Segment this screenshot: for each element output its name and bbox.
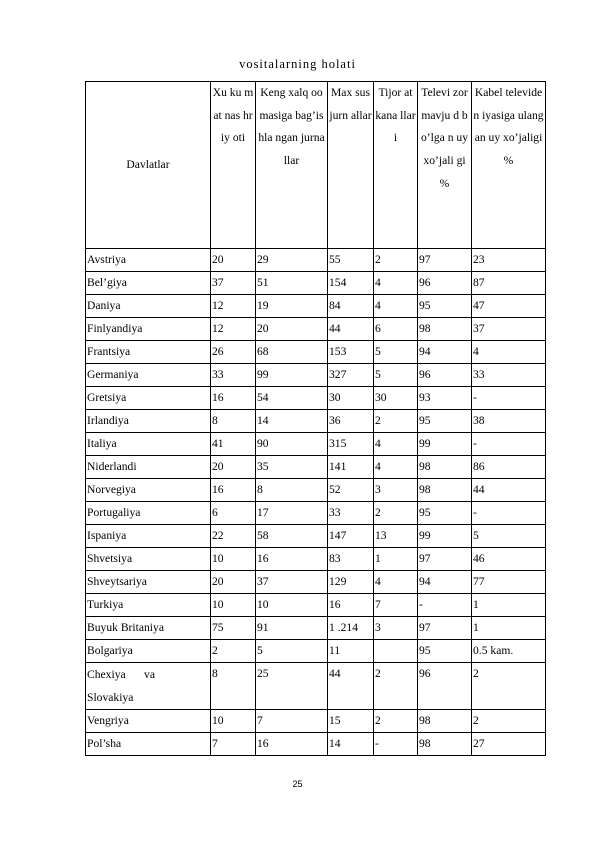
tv-households-cell: 97 [418,249,472,272]
table-row [86,410,546,433]
newspapers-cell: 10 [211,548,256,571]
cable-households-cell: 5 [472,525,546,548]
tv-households-cell: 99 [418,433,472,456]
newspapers-cell: 16 [211,479,256,502]
country-cell: Germaniya [86,364,211,387]
tv-households-cell: 94 [418,571,472,594]
general-magazines-cell: 91 [256,617,328,640]
table-row [86,318,546,341]
tv-households-cell: 98 [418,710,472,733]
country-cell: Avstriya [86,249,211,272]
column-header-general-magazines: Keng xalq oomasiga bag’ishla ngan jurnallar [256,82,328,249]
tv-households-cell: 98 [418,479,472,502]
newspapers-cell: 7 [211,733,256,756]
cable-households-cell: - [472,433,546,456]
table-row [86,571,546,594]
country-cell: Buyuk Britaniya [86,617,211,640]
general-magazines-cell: 20 [256,318,328,341]
general-magazines-cell: 5 [256,640,328,663]
general-magazines-cell: 99 [256,364,328,387]
country-cell: Norvegiya [86,479,211,502]
tv-households-cell: 96 [418,663,472,710]
table-row [86,479,546,502]
cable-households-cell: 77 [472,571,546,594]
commercial-channels-cell: 4 [374,456,418,479]
country-cell: Shvetsiya [86,548,211,571]
tv-households-cell: 98 [418,456,472,479]
special-magazines-cell: 15 [328,710,374,733]
commercial-channels-cell: 2 [374,249,418,272]
commercial-channels-cell: 5 [374,341,418,364]
special-magazines-cell: 84 [328,295,374,318]
column-header-tv-households: Televi zor mavju d bo’lga n uy xo’jali gi % [418,82,472,249]
table-body [86,249,546,756]
table-caption: vositalarning holati [239,57,356,71]
special-magazines-cell: 1 .214 [328,617,374,640]
newspapers-cell: 20 [211,249,256,272]
column-header-commercial-channels: Tijor at kana llari [374,82,418,249]
newspapers-cell: 6 [211,502,256,525]
commercial-channels-cell: 13 [374,525,418,548]
tv-households-cell: 95 [418,410,472,433]
newspapers-cell: 33 [211,364,256,387]
commercial-channels-cell: 1 [374,548,418,571]
special-magazines-cell: 16 [328,594,374,617]
newspapers-cell: 12 [211,295,256,318]
special-magazines-cell: 154 [328,272,374,295]
special-magazines-cell: 11 [328,640,374,663]
cable-households-cell: 37 [472,318,546,341]
table-row [86,640,546,663]
cable-households-cell: - [472,502,546,525]
newspapers-cell: 20 [211,571,256,594]
general-magazines-cell: 14 [256,410,328,433]
newspapers-cell: 8 [211,410,256,433]
media-statistics-table [85,81,546,756]
special-magazines-cell: 14 [328,733,374,756]
page-number: 25 [292,779,303,789]
tv-households-cell: 94 [418,341,472,364]
newspapers-cell: 12 [211,318,256,341]
special-magazines-cell: 147 [328,525,374,548]
country-cell: Bolgariya [86,640,211,663]
cable-households-cell: 4 [472,341,546,364]
table-row [86,617,546,640]
table-row [86,525,546,548]
general-magazines-cell: 7 [256,710,328,733]
tv-households-cell: 97 [418,617,472,640]
column-header-special-magazines: Max sus jurn allar [328,82,374,249]
commercial-channels-cell: 6 [374,318,418,341]
tv-households-cell: 99 [418,525,472,548]
country-cell: Daniya [86,295,211,318]
special-magazines-cell: 315 [328,433,374,456]
country-cell: Frantsiya [86,341,211,364]
cable-households-cell: 27 [472,733,546,756]
cable-households-cell: 87 [472,272,546,295]
country-cell: Portugaliya [86,502,211,525]
cable-households-cell: 86 [472,456,546,479]
commercial-channels-cell [374,640,418,663]
tv-households-cell: 95 [418,295,472,318]
commercial-channels-cell: 2 [374,502,418,525]
column-header-newspapers: Xu ku mat nas hriy oti [211,82,256,249]
newspapers-cell: 8 [211,663,256,710]
commercial-channels-cell: 3 [374,479,418,502]
commercial-channels-cell: 30 [374,387,418,410]
special-magazines-cell: 327 [328,364,374,387]
general-magazines-cell: 29 [256,249,328,272]
table-row [86,272,546,295]
newspapers-cell: 41 [211,433,256,456]
commercial-channels-cell: 4 [374,295,418,318]
general-magazines-cell: 58 [256,525,328,548]
newspapers-cell: 16 [211,387,256,410]
special-magazines-cell: 52 [328,479,374,502]
table-row [86,710,546,733]
commercial-channels-cell: 4 [374,571,418,594]
tv-households-cell: 96 [418,272,472,295]
special-magazines-cell: 36 [328,410,374,433]
general-magazines-cell: 51 [256,272,328,295]
commercial-channels-cell: 2 [374,663,418,710]
newspapers-cell: 22 [211,525,256,548]
country-cell: Ispaniya [86,525,211,548]
table-row [86,594,546,617]
commercial-channels-cell: 2 [374,410,418,433]
cable-households-cell: 33 [472,364,546,387]
country-cell: Italiya [86,433,211,456]
special-magazines-cell: 55 [328,249,374,272]
tv-households-cell: 98 [418,733,472,756]
cable-households-cell: 0.5 kam. [472,640,546,663]
cable-households-cell: - [472,387,546,410]
country-cell: Niderlandi [86,456,211,479]
special-magazines-cell: 30 [328,387,374,410]
newspapers-cell: 10 [211,594,256,617]
general-magazines-cell: 90 [256,433,328,456]
country-cell: Irlandiya [86,410,211,433]
commercial-channels-cell: 2 [374,710,418,733]
tv-households-cell: 93 [418,387,472,410]
cable-households-cell: 1 [472,617,546,640]
country-cell: Turkiya [86,594,211,617]
special-magazines-cell: 33 [328,502,374,525]
cable-households-cell: 23 [472,249,546,272]
cable-households-cell: 47 [472,295,546,318]
tv-households-cell: 98 [418,318,472,341]
table-row [86,364,546,387]
commercial-channels-cell: 4 [374,433,418,456]
general-magazines-cell: 54 [256,387,328,410]
newspapers-cell: 75 [211,617,256,640]
cable-households-cell: 2 [472,710,546,733]
commercial-channels-cell: 5 [374,364,418,387]
general-magazines-cell: 25 [256,663,328,710]
country-cell [86,663,211,710]
commercial-channels-cell: 4 [374,272,418,295]
tv-households-cell: 95 [418,640,472,663]
table-row [86,548,546,571]
cable-households-cell: 44 [472,479,546,502]
special-magazines-cell: 153 [328,341,374,364]
table-row [86,456,546,479]
table-row [86,733,546,756]
cable-households-cell: 46 [472,548,546,571]
table-row [86,663,546,710]
commercial-channels-cell: 3 [374,617,418,640]
country-cell: Gretsiya [86,387,211,410]
table-row [86,341,546,364]
table-row [86,249,546,272]
general-magazines-cell: 37 [256,571,328,594]
commercial-channels-cell: 7 [374,594,418,617]
tv-households-cell: - [418,594,472,617]
newspapers-cell: 26 [211,341,256,364]
newspapers-cell: 20 [211,456,256,479]
country-cell: Vengriya [86,710,211,733]
newspapers-cell: 2 [211,640,256,663]
tv-households-cell: 96 [418,364,472,387]
cable-households-cell: 1 [472,594,546,617]
header-row [86,82,546,249]
column-header-cable-households: Kabel televiden iyasiga ulangan uy xo’jaligi % [472,82,546,249]
newspapers-cell: 37 [211,272,256,295]
special-magazines-cell: 83 [328,548,374,571]
tv-households-cell: 95 [418,502,472,525]
special-magazines-cell: 141 [328,456,374,479]
country-cell: Bel’giya [86,272,211,295]
special-magazines-cell: 129 [328,571,374,594]
table-row [86,433,546,456]
country-cell: Finlyandiya [86,318,211,341]
general-magazines-cell: 16 [256,733,328,756]
general-magazines-cell: 17 [256,502,328,525]
country-cell: Shveytsariya [86,571,211,594]
country-name: Chexiya va Slovakiya [87,668,155,704]
newspapers-cell: 10 [211,710,256,733]
table-row [86,295,546,318]
general-magazines-cell: 19 [256,295,328,318]
country-cell: Pol’sha [86,733,211,756]
general-magazines-cell: 10 [256,594,328,617]
general-magazines-cell: 35 [256,456,328,479]
general-magazines-cell: 8 [256,479,328,502]
general-magazines-cell: 16 [256,548,328,571]
commercial-channels-cell: - [374,733,418,756]
general-magazines-cell: 68 [256,341,328,364]
tv-households-cell: 97 [418,548,472,571]
column-header-country: Davlatlar [86,82,211,249]
cable-households-cell: 38 [472,410,546,433]
table-row [86,387,546,410]
special-magazines-cell: 44 [328,318,374,341]
special-magazines-cell: 44 [328,663,374,710]
cable-households-cell: 2 [472,663,546,710]
table-row [86,502,546,525]
